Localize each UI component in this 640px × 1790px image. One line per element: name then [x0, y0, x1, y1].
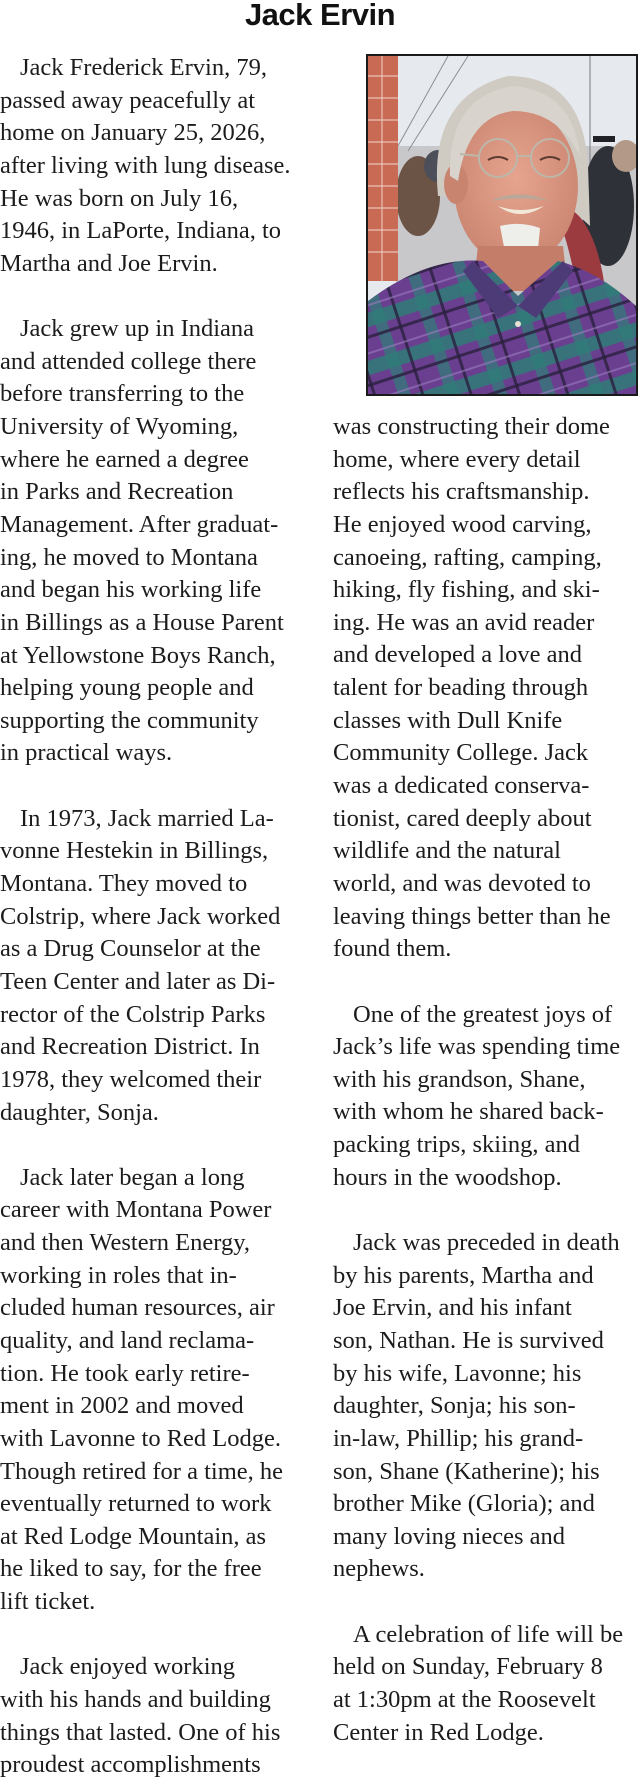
- text-line: ing, he moved to Montana: [0, 543, 258, 571]
- text-line: daughter, Sonja; his son-: [333, 1392, 576, 1420]
- text-line: after living with lung disease.: [0, 151, 291, 179]
- paragraph-spacer: [333, 1194, 640, 1227]
- paragraph-marriage: [0, 803, 318, 1129]
- text-line: Martha and Joe Ervin.: [0, 249, 218, 277]
- text-line: Colstrip, where Jack worked: [0, 902, 281, 930]
- text-line: ment in 2002 and moved: [0, 1392, 244, 1420]
- text-line: ing. He was an avid reader: [333, 608, 595, 636]
- text-line: quality, and land reclama-: [0, 1326, 255, 1354]
- text-line: in Parks and Recreation: [0, 478, 234, 506]
- text-line: at Red Lodge Mountain, as: [0, 1522, 267, 1550]
- text-line: at Yellowstone Boys Ranch,: [0, 641, 276, 669]
- text-line: eventually returned to work: [0, 1490, 272, 1518]
- text-line: with his hands and building: [0, 1686, 271, 1714]
- text-line: cluded human resources, air: [0, 1294, 275, 1322]
- text-line: and began his working life: [0, 576, 262, 604]
- paragraph-spacer: [333, 1586, 640, 1619]
- text-line: and then Western Energy,: [0, 1229, 250, 1257]
- right-column: [333, 411, 640, 1749]
- text-line: Jack enjoyed working: [20, 1653, 235, 1681]
- paragraph-spacer: [0, 280, 318, 313]
- text-line: Though retired for a time, he: [0, 1457, 284, 1485]
- text-line: tionist, cared deeply about: [333, 804, 592, 832]
- text-line: before transferring to the: [0, 380, 245, 408]
- text-line: A celebration of life will be: [353, 1620, 624, 1648]
- text-line: nephews.: [333, 1555, 425, 1583]
- text-line: One of the greatest joys of: [353, 1000, 613, 1028]
- text-line: by his parents, Martha and: [333, 1261, 594, 1289]
- text-line: Joe Ervin, and his infant: [333, 1294, 572, 1322]
- text-line: University of Wyoming,: [0, 413, 239, 441]
- paragraph-spacer: [333, 966, 640, 999]
- text-line: held on Sunday, February 8: [333, 1653, 603, 1681]
- text-line: Center in Red Lodge.: [333, 1718, 544, 1746]
- text-line: In 1973, Jack married La-: [20, 804, 274, 832]
- paragraph-hobbies-continued: [333, 411, 640, 966]
- text-line: Jack later began a long: [20, 1163, 245, 1191]
- paragraph-death-announcement: [0, 52, 318, 280]
- text-line: career with Montana Power: [0, 1196, 272, 1224]
- text-line: things that lasted. One of his: [0, 1718, 281, 1746]
- text-line: and developed a love and: [333, 641, 582, 669]
- text-line: Jack grew up in Indiana: [20, 315, 255, 343]
- text-line: Teen Center and later as Di-: [0, 967, 276, 995]
- text-line: packing trips, skiing, and: [333, 1131, 581, 1159]
- paragraph-survivors: [333, 1227, 640, 1586]
- text-line: classes with Dull Knife: [333, 706, 563, 734]
- paragraph-spacer: [0, 1129, 318, 1162]
- text-line: in Billings as a House Parent: [0, 608, 284, 636]
- text-line: supporting the community: [0, 706, 259, 734]
- text-line: helping young people and: [0, 674, 254, 702]
- text-line: lift ticket.: [0, 1588, 96, 1616]
- text-line: reflects his craftsmanship.: [333, 478, 590, 506]
- paragraph-career: [0, 1162, 318, 1619]
- text-line: was constructing their dome: [333, 413, 610, 440]
- text-line: canoeing, rafting, camping,: [333, 543, 602, 571]
- text-line: 1978, they welcomed their: [0, 1065, 262, 1093]
- text-line: Jack Frederick Ervin, 79,: [20, 54, 267, 81]
- text-line: world, and was devoted to: [333, 869, 591, 897]
- text-line: Jack was preceded in death: [353, 1229, 620, 1257]
- text-line: hiking, fly fishing, and ski-: [333, 576, 600, 604]
- paragraph-early-life: [0, 313, 318, 770]
- obituary-title: Jack Ervin: [244, 0, 396, 32]
- text-line: and attended college there: [0, 347, 257, 375]
- text-line: at 1:30pm at the Roosevelt: [333, 1685, 596, 1713]
- text-line: proudest accomplishments: [0, 1751, 261, 1779]
- text-line: was a dedicated conserva-: [333, 772, 590, 800]
- text-line: in practical ways.: [0, 739, 173, 767]
- text-line: where he earned a degree: [0, 445, 249, 473]
- text-line: son, Nathan. He is survived: [333, 1326, 604, 1354]
- text-line: home on January 25, 2026,: [0, 119, 266, 147]
- text-line: many loving nieces and: [333, 1522, 566, 1550]
- text-line: son, Shane (Katherine); his: [333, 1457, 600, 1485]
- text-line: with his grandson, Shane,: [333, 1065, 586, 1093]
- paragraph-spacer: [0, 770, 318, 803]
- text-line: He was born on July 16,: [0, 184, 239, 212]
- text-line: with Lavonne to Red Lodge.: [0, 1424, 282, 1452]
- text-line: Montana. They moved to: [0, 870, 248, 898]
- text-line: hours in the woodshop.: [333, 1163, 562, 1191]
- text-line: found them.: [333, 935, 452, 963]
- portrait-photo: [366, 54, 638, 396]
- text-line: talent for beading through: [333, 674, 589, 702]
- text-line: rector of the Colstrip Parks: [0, 1000, 266, 1028]
- text-line: he liked to say, for the free: [0, 1555, 262, 1583]
- text-line: brother Mike (Gloria); and: [333, 1490, 595, 1518]
- text-line: in-law, Phillip; his grand-: [333, 1424, 584, 1452]
- text-line: He enjoyed wood carving,: [333, 510, 592, 538]
- text-line: as a Drug Counselor at the: [0, 935, 261, 963]
- text-line: by his wife, Lavonne; his: [333, 1359, 582, 1387]
- text-line: tion. He took early retire-: [0, 1359, 250, 1387]
- text-line: Jack’s life was spending time: [333, 1033, 621, 1061]
- text-line: wildlife and the natural: [333, 837, 561, 865]
- text-line: and Recreation District. In: [0, 1033, 260, 1061]
- paragraph-spacer: [0, 1619, 318, 1652]
- text-line: home, where every detail: [333, 445, 581, 473]
- paragraph-grandson: [333, 999, 640, 1195]
- text-line: daughter, Sonja.: [0, 1098, 159, 1126]
- text-line: passed away peacefully at: [0, 86, 256, 114]
- text-line: with whom he shared back-: [333, 1098, 604, 1126]
- text-line: working in roles that in-: [0, 1261, 237, 1289]
- left-column: [0, 52, 318, 1782]
- text-line: Management. After graduat-: [0, 510, 279, 538]
- text-line: leaving things better than he: [333, 902, 611, 930]
- text-line: Community College. Jack: [333, 739, 589, 767]
- paragraph-hobbies-start: [0, 1651, 318, 1782]
- paragraph-celebration-of-life: [333, 1619, 640, 1750]
- portrait-image: [368, 56, 636, 394]
- text-line: 1946, in LaPorte, Indiana, to: [0, 217, 282, 245]
- text-line: vonne Hestekin in Billings,: [0, 837, 269, 865]
